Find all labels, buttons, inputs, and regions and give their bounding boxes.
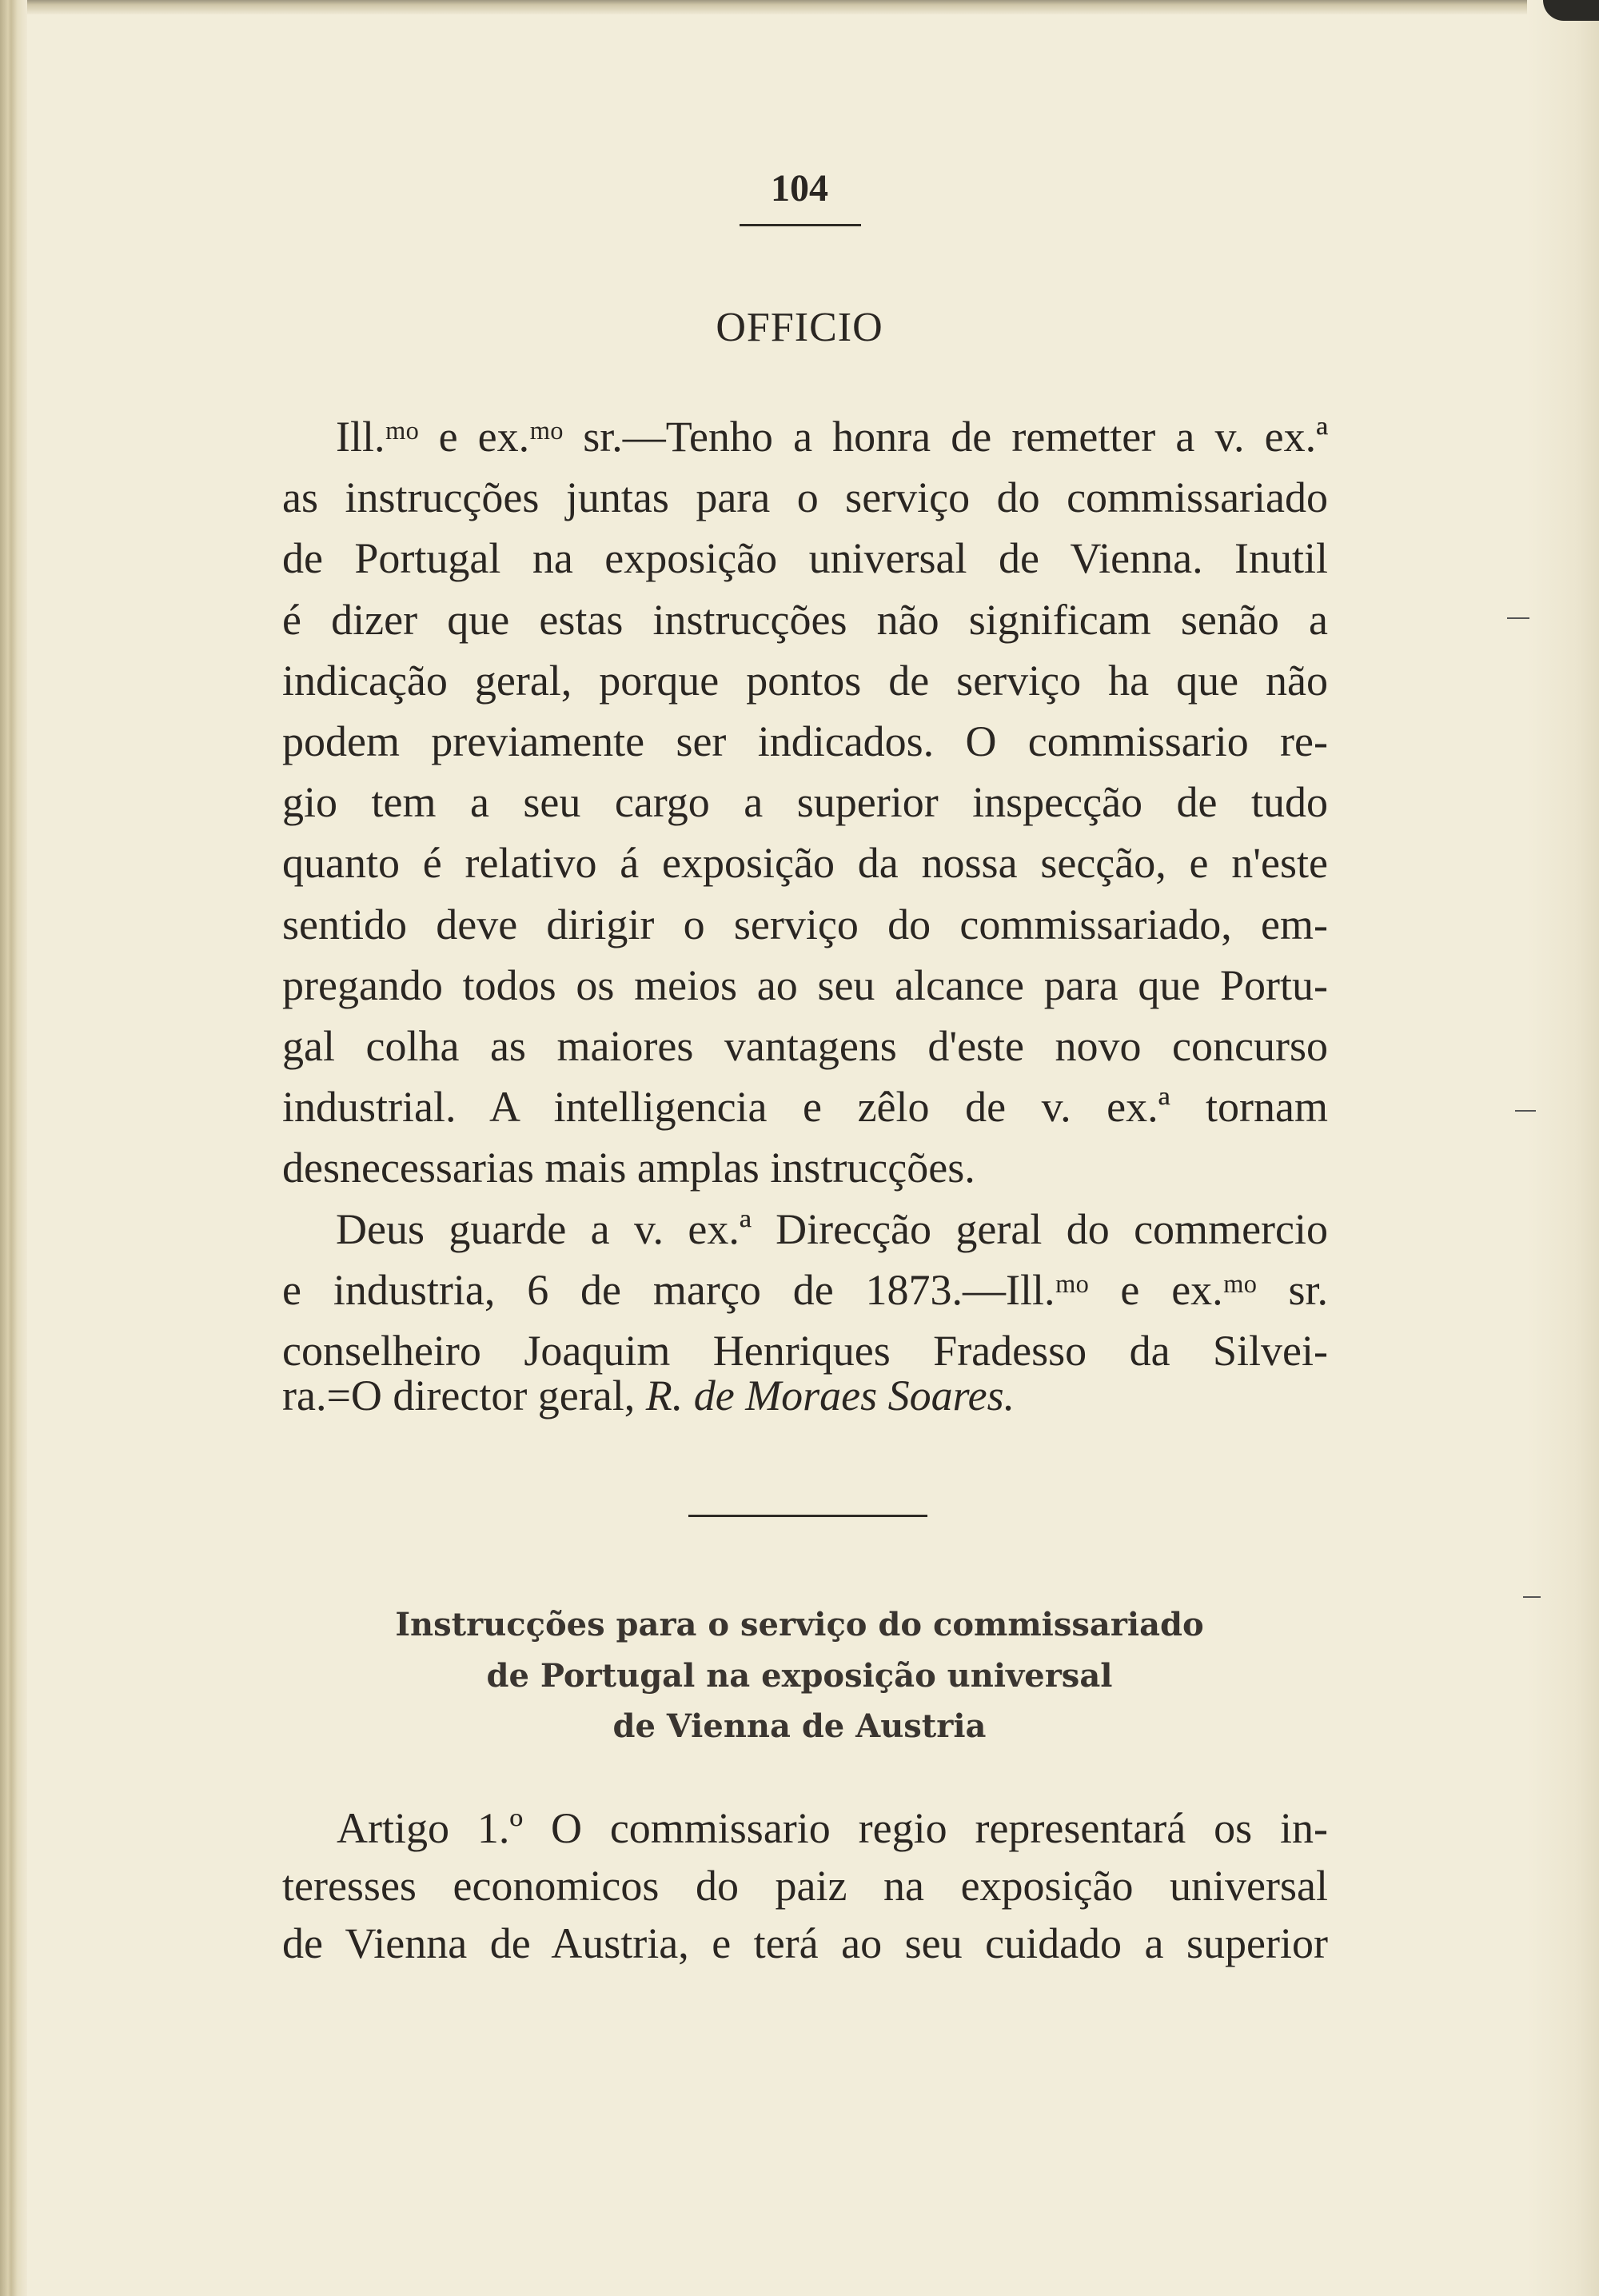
body-line: Deus guarde a v. ex.ª Direcção geral do commercio xyxy=(336,1204,1328,1253)
body-line: conselheiro Joaquim Henriques Fradesso da Silvei- xyxy=(282,1327,1328,1375)
body-line: as instrucções juntas para o serviço do commissariado xyxy=(282,473,1328,522)
page-number: 104 xyxy=(771,167,828,210)
body-line: de Portugal na exposição universal de Vienna. Inutil xyxy=(282,534,1328,583)
article-line: teresses economicos do paiz na exposição universal xyxy=(282,1862,1328,1910)
signer-name: R. de Moraes Soares. xyxy=(645,1372,1015,1420)
body-line: desnecessarias mais amplas instrucções. xyxy=(282,1144,975,1192)
body-line: industrial. A intelligencia e zêlo de v. ex.ª tornam xyxy=(282,1083,1328,1132)
margin-mark xyxy=(1523,1596,1541,1598)
article-line: de Vienna de Austria, e terá ao seu cuidado a superior xyxy=(282,1919,1328,1967)
body-line: é dizer que estas instrucções não significam senão a xyxy=(282,595,1328,644)
document-title: OFFICIO xyxy=(716,305,883,350)
signature-line xyxy=(282,1372,1328,1420)
instructions-heading-3: de Vienna de Austria xyxy=(612,1707,987,1745)
margin-mark xyxy=(1515,1110,1536,1112)
page-number-rule xyxy=(740,224,861,226)
page-top-edge xyxy=(0,0,1599,14)
instructions-heading-1: Instrucções para o serviço do commissariado xyxy=(395,1606,1204,1643)
body-line: pregando todos os meios ao seu alcance para que Portu- xyxy=(282,960,1328,1009)
body-line: e industria, 6 de março de 1873.—Ill.ᵐᵒ e ex.ᵐᵒ sr. xyxy=(282,1265,1328,1314)
body-line: sentido deve dirigir o serviço do commissariado, em- xyxy=(282,900,1328,948)
body-line: podem previamente ser indicados. O commissario re- xyxy=(282,717,1328,765)
margin-mark xyxy=(1507,617,1529,619)
article-line: Artigo 1.º O commissario regio representará os in- xyxy=(337,1804,1328,1852)
instructions-heading-2: de Portugal na exposição universal xyxy=(486,1657,1113,1695)
body-line: gal colha as maiores vantagens d'este novo concurso xyxy=(282,1022,1328,1070)
body-line: gio tem a seu cargo a superior inspecção de tudo xyxy=(282,778,1328,827)
section-divider xyxy=(688,1515,927,1517)
body-line: quanto é relativo á exposição da nossa secção, e n'este xyxy=(282,839,1328,888)
body-line: indicação geral, porque pontos de serviço ha que não xyxy=(282,656,1328,705)
body-line: Ill.ᵐᵒ e ex.ᵐᵒ sr.—Tenho a honra de remetter a v. ex.ª xyxy=(336,413,1328,461)
signature-prefix: ra.=O director geral, xyxy=(282,1372,646,1420)
